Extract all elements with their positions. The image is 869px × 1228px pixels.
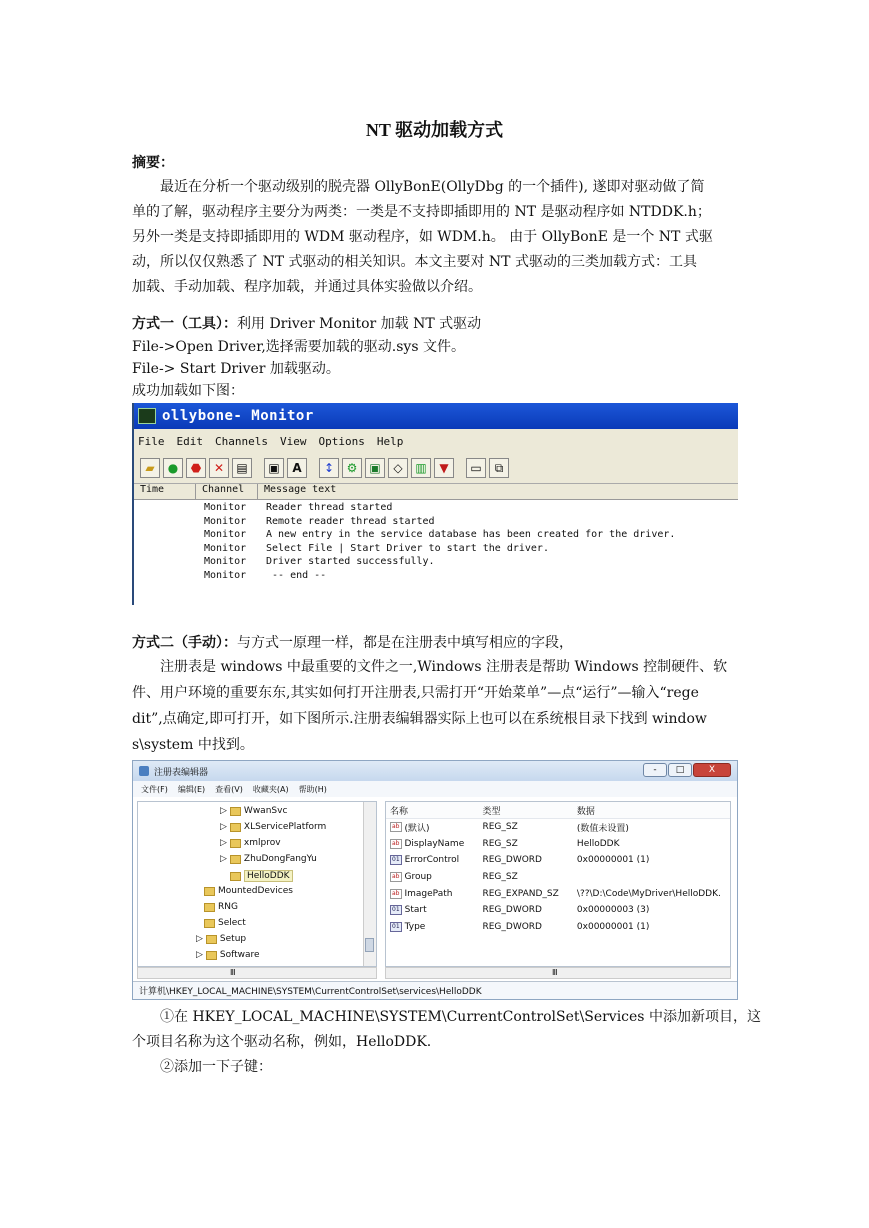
menu-edit[interactable]: 编辑(E) xyxy=(177,784,206,794)
table-row: Monitor A new entry in the service database has been created for the driver. xyxy=(204,529,676,541)
table-row: Monitor -- end -- xyxy=(204,569,327,581)
tree-item[interactable]: ▷ WwanSvc xyxy=(220,806,288,816)
properties-icon[interactable]: ▤ xyxy=(232,458,252,478)
minimize-button[interactable]: - xyxy=(643,763,667,777)
folder-icon xyxy=(204,919,215,928)
monitor-menubar xyxy=(134,429,738,453)
registry-tree xyxy=(137,801,377,967)
method1-step: File-> Start Driver 加载驱动。 xyxy=(132,361,340,377)
registry-title: 注册表编辑器 xyxy=(154,767,209,778)
col-message[interactable]: Message text xyxy=(264,484,337,495)
table-row: Monitor Driver started successfully. xyxy=(204,556,435,568)
stop-icon[interactable]: ⬣ xyxy=(186,458,206,478)
delete-icon[interactable]: ✕ xyxy=(209,458,229,478)
abstract-line: 动，所以仅仅熟悉了 NT 式驱动的相关知识。本文主要对 NT 式驱动的三类加载方式：工具 xyxy=(132,254,697,270)
menu-file[interactable]: 文件(F) xyxy=(141,784,168,794)
menu-help[interactable]: Help xyxy=(376,434,404,448)
method2-heading-text: 与方式一原理一样，都是在注册表中填写相应的字段， xyxy=(237,635,573,651)
table-row: Monitor Select File | Start Driver to start the driver. xyxy=(204,542,549,554)
registry-menubar xyxy=(133,781,737,797)
tree-item[interactable]: ▷ ZhuDongFangYu xyxy=(220,854,317,864)
network-computers-icon[interactable]: ⧉ xyxy=(489,458,509,478)
tree-item[interactable]: RNG xyxy=(204,902,238,912)
table-row[interactable]: ab Group REG_SZ xyxy=(392,872,518,883)
tree-item[interactable]: ▷ Software xyxy=(196,950,260,960)
method2-line: 注册表是 windows 中最重要的文件之一,Windows 注册表是帮助 Windows 控制硬件、软 xyxy=(160,659,728,675)
save2-icon[interactable]: ▣ xyxy=(365,458,385,478)
monitor-app-icon xyxy=(138,408,156,424)
table-row[interactable]: 01 Type REG_DWORD 0x00000001 (1) xyxy=(392,921,650,932)
eraser-icon[interactable]: ◇ xyxy=(388,458,408,478)
tree-horizontal-scrollbar[interactable]: Ⅲ xyxy=(137,967,377,979)
network-icon[interactable]: ⚙ xyxy=(342,458,362,478)
menu-view[interactable]: View xyxy=(279,434,307,448)
registry-statusbar: 计算机\HKEY_LOCAL_MACHINE\SYSTEM\CurrentControlSet\services\HelloDDK xyxy=(133,981,737,999)
abstract-heading: 摘要： xyxy=(132,155,174,171)
string-value-icon: ab xyxy=(392,823,400,831)
abstract-line: 加载、手动加载、程序加载，并通过具体实验做以介绍。 xyxy=(132,279,482,295)
col-channel[interactable]: Channel xyxy=(196,484,258,499)
folder-icon xyxy=(204,887,215,896)
tree-item[interactable]: Select xyxy=(204,918,246,928)
values-horizontal-scrollbar[interactable]: Ⅲ xyxy=(385,967,731,979)
col-data[interactable]: 数据 xyxy=(576,806,595,817)
menu-view[interactable]: 查看(V) xyxy=(215,784,243,794)
col-type[interactable]: 类型 xyxy=(482,806,501,817)
registry-body xyxy=(133,799,737,981)
save-icon[interactable]: ▣ xyxy=(264,458,284,478)
close-button[interactable]: X xyxy=(693,763,731,777)
monitor-screenshot xyxy=(132,403,738,605)
maximize-button[interactable]: □ xyxy=(668,763,692,777)
method1-step: 成功加载如下图： xyxy=(132,383,244,399)
menu-favorites[interactable]: 收藏夹(A) xyxy=(252,784,289,794)
method2-line: dit”,点确定,即可打开，如下图所示.注册表编辑器实际上也可以在系统根目录下找到 window xyxy=(132,711,707,727)
tree-item[interactable]: ▷ xmlprov xyxy=(220,838,281,848)
open-icon[interactable]: ▰ xyxy=(140,458,160,478)
step-line: ②添加一下子键： xyxy=(160,1059,272,1075)
abstract-line: 单的了解，驱动程序主要分为两类：一类是不支持即插即用的 NT 是驱动程序如 NTDDK.h； xyxy=(132,204,711,220)
string-value-icon: ab xyxy=(392,873,400,881)
binary-value-icon: 01 xyxy=(392,922,400,930)
window-buttons xyxy=(643,763,731,777)
monitor-toolbar xyxy=(134,453,738,484)
method2-line: 件、用户环境的重要东东,其实如何打开注册表,只需打开“开始菜单”—点“运行”—输入“rege xyxy=(132,685,699,701)
abstract-line: 最近在分析一个驱动级别的脱壳器 OllyBonE(OllyDbg 的一个插件), 遂即对驱动做了简 xyxy=(160,179,705,195)
method1-heading xyxy=(132,313,481,333)
menu-help[interactable]: 帮助(H) xyxy=(298,784,327,794)
tree-vertical-scrollbar[interactable] xyxy=(363,802,376,966)
table-row: Monitor Reader thread started xyxy=(204,502,393,513)
method1-step: File->Open Driver,选择需要加载的驱动.sys 文件。 xyxy=(132,339,465,355)
table-row[interactable]: 01 ErrorControl REG_DWORD 0x00000001 (1) xyxy=(392,855,650,866)
table-row[interactable]: ab ImagePath REG_EXPAND_SZ \??\D:\Code\MyDriver\HelloDDK. xyxy=(392,888,721,899)
step-line: 个项目名称为这个驱动名称，例如，HelloDDK. xyxy=(132,1034,432,1050)
scroll-thumb[interactable] xyxy=(365,938,374,952)
monitor-log xyxy=(134,500,738,583)
folder-icon xyxy=(230,807,241,816)
menu-channels[interactable]: Channels xyxy=(215,434,268,448)
method1-heading-text: 利用 Driver Monitor 加载 NT 式驱动 xyxy=(237,316,482,332)
monitor-title: ollybone- Monitor xyxy=(162,408,314,424)
computer-icon[interactable]: ▭ xyxy=(466,458,486,478)
folder-icon xyxy=(230,823,241,832)
step-line: ①在 HKEY_LOCAL_MACHINE\SYSTEM\CurrentControlSet\Services 中添加新项目，这 xyxy=(160,1009,761,1025)
folder-icon xyxy=(230,872,241,881)
font-icon[interactable]: A xyxy=(287,458,307,478)
folder-icon xyxy=(206,951,217,960)
folder-icon xyxy=(230,839,241,848)
table-row[interactable]: ab DisplayName REG_SZ HelloDDK xyxy=(392,838,620,849)
regedit-app-icon xyxy=(139,766,149,776)
tree-item[interactable]: ▷ Setup xyxy=(196,934,247,944)
folder-icon xyxy=(204,903,215,912)
tree-item-selected[interactable]: HelloDDK xyxy=(230,870,293,882)
tree-item[interactable]: MountedDevices xyxy=(204,886,293,896)
string-value-icon: ab xyxy=(392,889,400,897)
monitor-column-header xyxy=(134,484,738,500)
binary-value-icon: 01 xyxy=(392,856,400,864)
registry-values-list xyxy=(385,801,731,967)
chart-icon[interactable]: ▥ xyxy=(411,458,431,478)
registry-screenshot xyxy=(132,760,738,1000)
col-time[interactable]: Time xyxy=(134,484,196,499)
folder-icon xyxy=(206,935,217,944)
abstract-line: 另外一类是支持即插即用的 WDM 驱动程序，如 WDM.h。 由于 OllyBonE 是一个 NT 式驱 xyxy=(132,229,713,245)
col-name[interactable]: 名称 xyxy=(390,806,409,817)
go-icon[interactable]: ● xyxy=(163,458,183,478)
method2-heading-bold: 方式二（手动）： xyxy=(132,635,237,651)
monitor-titlebar xyxy=(134,403,738,429)
binary-value-icon: 01 xyxy=(392,906,400,914)
table-row[interactable]: ab (默认) REG_SZ (数值未设置) xyxy=(392,822,629,834)
page-title: NT 驱动加载方式 xyxy=(365,120,504,140)
method2-heading xyxy=(132,632,573,652)
values-header xyxy=(386,802,730,819)
tree-item[interactable]: ▷ XLServicePlatform xyxy=(220,822,327,832)
menu-edit[interactable]: Edit xyxy=(176,434,203,448)
table-row: Monitor Remote reader thread started xyxy=(204,515,435,527)
method2-line: s\system 中找到。 xyxy=(132,737,254,753)
string-value-icon: ab xyxy=(392,839,400,847)
menu-file[interactable]: File xyxy=(138,434,165,448)
filter-icon[interactable]: ▼ xyxy=(434,458,454,478)
folder-icon xyxy=(230,855,241,864)
menu-options[interactable]: Options xyxy=(318,434,365,448)
table-row[interactable]: 01 Start REG_DWORD 0x00000003 (3) xyxy=(392,905,650,916)
registry-titlebar xyxy=(133,761,737,781)
method1-heading-bold: 方式一（工具）： xyxy=(132,316,237,332)
updown-icon[interactable]: ↕ xyxy=(319,458,339,478)
